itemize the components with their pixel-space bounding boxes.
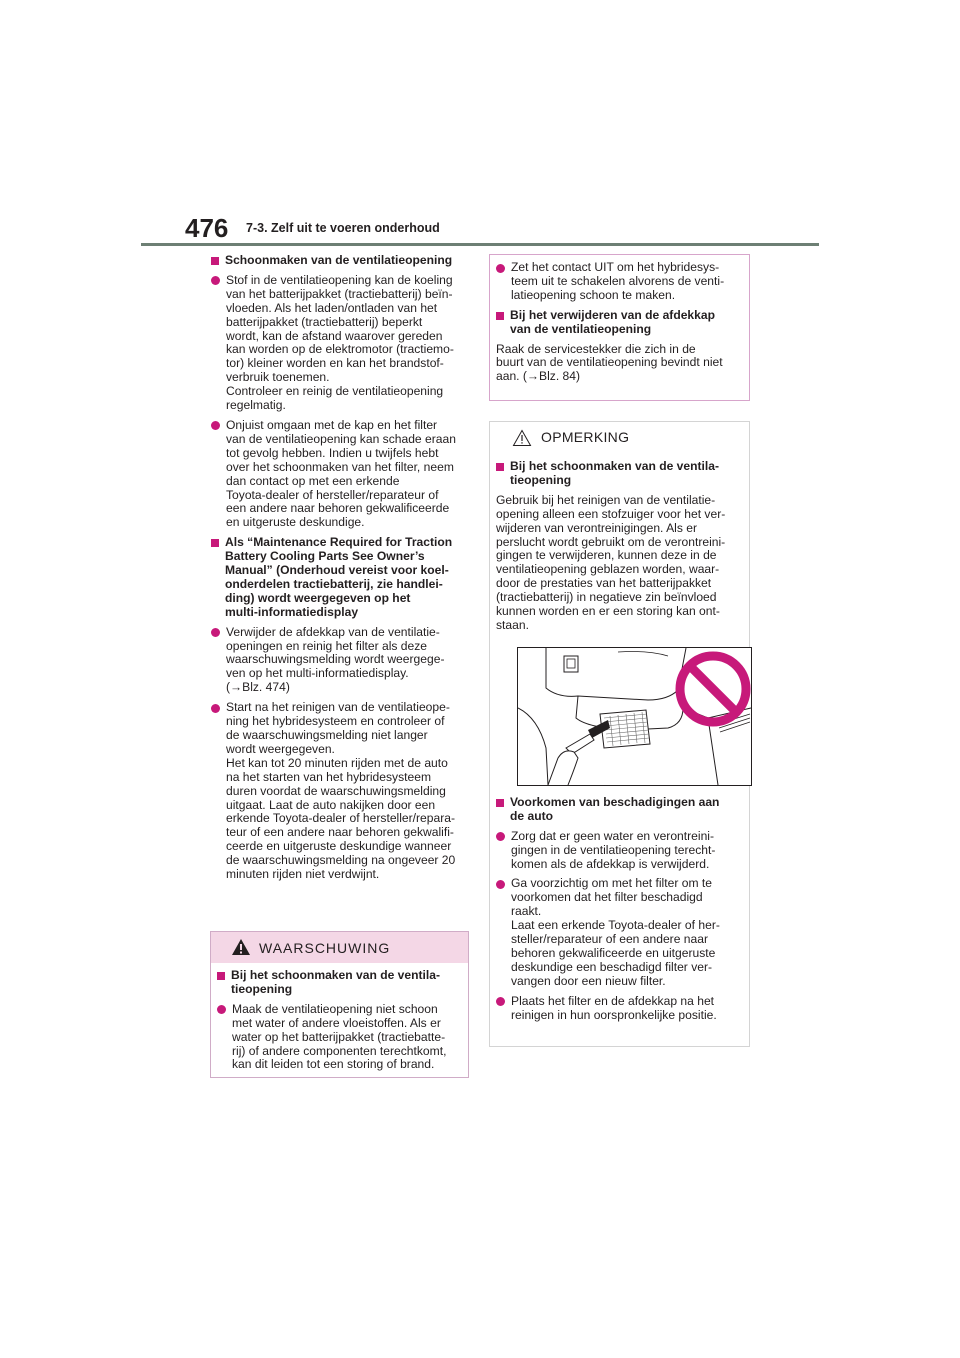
warning-header <box>211 932 468 963</box>
dot-bullet-icon <box>496 880 505 889</box>
list-item: Ga voorzichtig om met het filter om te voorkomen dat het filter beschadigd raakt. Laat een erkende Toyota-dealer of her- steller/reparateur of een andere naar behoren gekwalificeerde en uitgeruste deskundige een beschadigd filter ver- vangen door een nieuw filter. <box>496 877 743 988</box>
heading-ventilation-cleaning: Schoonmaken van de ventilatieopening <box>211 254 469 268</box>
vent-cleaning-illustration <box>517 647 752 786</box>
dot-bullet-icon <box>496 997 505 1006</box>
warning-box <box>210 931 469 1078</box>
note-header <box>490 422 749 454</box>
info-text: Raak de servicestekker die zich in de buurt van de ventilatieopening bevindt niet aan. (→Blz. 84) <box>496 341 723 384</box>
dot-bullet-icon <box>211 628 220 637</box>
dot-bullet-icon <box>211 421 220 430</box>
list-item: Zorg dat er geen water en verontreini- gingen in de ventilatieopening terecht- komen als de afdekkap is verwijderd. <box>496 830 743 872</box>
note-title: OPMERKING <box>541 429 630 445</box>
dot-bullet-icon <box>496 264 505 273</box>
list-item: Start na het reinigen van de ventilatieope- ning het hybridesysteem en controleer of de waarschuwingsmelding niet langer wordt weergegeven. Het kan tot 20 minuten rijden met de auto na het starten van het hybridesysteem duren voordat de waarschuwingsmelding uitgaat. Laat de auto nakijken door een erkende Toyota-dealer of hersteller/repara- teur of een andere naar behoren gekwalifi- ceerde en uitgeruste deskundige wanneer de waarschuwingsmelding na ongeveer 20 minuten rijden niet verdwijnt. <box>211 701 469 882</box>
info-heading: Bij het verwijderen van de afdekkap van de ventilatieopening <box>496 309 743 337</box>
list-item: Onjuist omgaan met de kap en het filter van de ventilatieopening kan schade eraan tot gevolg hebben. Indien u twijfels hebt over het schoonmaken van het filter, neem dan contact op met een erkende Toyota-dealer of hersteller/reparateur of een andere naar behoren gekwalificeerde en uitgeruste deskundige. <box>211 419 469 530</box>
page-number: 476 <box>185 213 229 243</box>
dot-bullet-icon <box>211 704 220 713</box>
info-box <box>489 254 750 401</box>
left-column <box>211 254 469 888</box>
list-item: Zet het contact UIT om het hybridesys- teem uit te schakelen alvorens de venti- latieopening schoon te maken. <box>496 261 743 303</box>
list-item: Plaats het filter en de afdekkap na het reinigen in hun oorspronkelijke positie. <box>496 995 743 1023</box>
square-bullet-icon <box>217 972 225 980</box>
list-item: Maak de ventilatieopening niet schoon met water of andere vloeistoffen. Als er water op het batterijpakket (tractiebatte- rij) of andere componenten terechtkomt, kan dit leiden tot een storing of brand. <box>217 1003 462 1073</box>
dot-bullet-icon <box>217 1005 226 1014</box>
note-heading-cleaning: Bij het schoonmaken van de ventila- tieopening <box>496 460 743 488</box>
warning-title: WAARSCHUWING <box>259 940 391 956</box>
prohibition-icon <box>674 650 752 728</box>
heading-maintenance-message: Als “Maintenance Required for Traction Battery Cooling Parts See Owner’s Manual” (Onderhoud vereist voor koel- onderdelen tractiebatterij, zie handlei- ding) wordt weergegeven op het multi-informatiedisplay <box>211 536 469 619</box>
warning-triangle-icon <box>231 938 251 956</box>
square-bullet-icon <box>496 463 504 471</box>
dot-bullet-icon <box>496 832 505 841</box>
note-box <box>489 421 750 1047</box>
list-item: Stof in de ventilatieopening kan de koeling van het batterijpakket (tractiebatterij) beïn- vloeden. Als het laden/ontladen van het batterijpakket (tractiebatterij) beperkt wordt, kan de afstand waarover gereden kan worden op de elektromotor (tractiemo- tor) kleiner worden en kan het brandstof- verbruik toenemen. Controleer en reinig de ventilatieopening regelmatig. <box>211 274 469 413</box>
dot-bullet-icon <box>211 276 220 285</box>
square-bullet-icon <box>496 799 504 807</box>
square-bullet-icon <box>211 539 219 547</box>
list-item: Verwijder de afdekkap van de ventilatie- openingen en reinig het filter als deze waarschuwingsmelding wordt weergege- ven op het multi-informatiedisplay. (→Blz. 474) <box>211 626 469 696</box>
note-text: Gebruik bij het reinigen van de ventilatie- opening alleen een stofzuiger voor het ver- wijderen van verontreinigingen. Als er perslucht wordt gebruikt om de verontreini- gingen te verwijderen, kunnen deze in de ventilatieopening geblazen worden, waar- door de prestaties van het batterijpakket (tractiebatterij) in negatieve zin beïnvloed kunnen worden en er een storing kan ont- staan. <box>496 492 726 632</box>
square-bullet-icon <box>211 257 219 265</box>
caution-triangle-icon <box>512 429 532 447</box>
header-rule <box>141 243 819 246</box>
square-bullet-icon <box>496 312 504 320</box>
section-title: 7-3. Zelf uit te voeren onderhoud <box>246 221 440 235</box>
note-heading-damage: Voorkomen van beschadigingen aan de auto <box>496 796 743 824</box>
warning-heading: Bij het schoonmaken van de ventila- tieopening <box>217 969 462 997</box>
